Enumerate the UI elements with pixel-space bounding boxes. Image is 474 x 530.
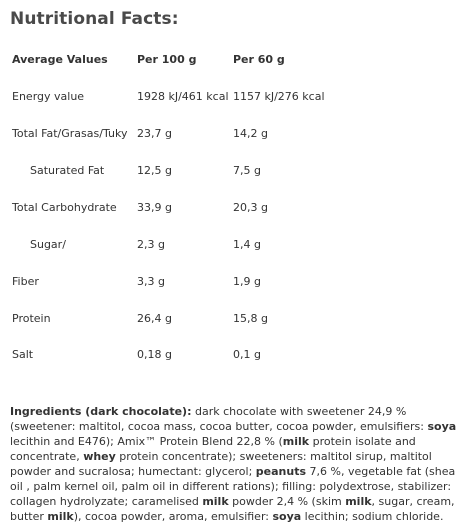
row-per-60g: 1,4 g [233,238,261,251]
ingredients-part: protein isolate and concentrate, [10,435,416,463]
table-row-total-carbohydrate [0,200,474,216]
row-per-100g: 33,9 g [137,201,172,214]
row-per-60g: 15,8 g [233,312,268,325]
row-per-60g: 0,1 g [233,348,261,361]
table-row-total-fat [0,126,474,142]
allergen-milk: milk [282,435,310,448]
row-label: Salt [12,348,34,361]
table-header [0,52,474,68]
row-label: Fiber [12,275,39,288]
row-per-100g: 3,3 g [137,275,165,288]
ingredients-part: powder 2,4 % (skim [228,495,346,508]
allergen-peanuts: peanuts [255,465,307,478]
row-label: Saturated Fat [30,164,105,177]
header-average-values: Average Values [12,53,108,66]
ingredients-part: 7,6 %, vegetable fat (shea oil , palm kernel oil, palm oil in different rations); filling: polydextrose, stabilizer: collagen hydrolyzate; caramelised [10,465,456,508]
allergen-whey: whey [83,450,116,463]
ingredients-part: protein concentrate); sweeteners: maltitol sirup, maltitol powder and sucralosa; humectant: glycerol; [10,450,432,478]
header-per-60g: Per 60 g [233,53,285,66]
table-row-energy [0,89,474,105]
row-label: Total Carbohydrate [12,201,117,214]
table-row-protein [0,311,474,327]
allergen-milk: milk [47,510,74,523]
row-label: Energy value [12,90,85,103]
table-row-sugar [0,237,474,253]
ingredients-part: lecithin and E476); Amix™ Protein Blend 22,8 % ( [10,435,283,448]
row-per-100g: 26,4 g [137,312,172,325]
ingredients-heading: Ingredients (dark chocolate): [10,405,192,418]
row-per-60g: 1,9 g [233,275,261,288]
row-per-100g: 1928 kJ/461 kcal [137,90,229,103]
table-row-saturated-fat [0,163,474,179]
row-label: Protein [12,312,51,325]
allergen-milk: milk [345,495,372,508]
row-per-100g: 23,7 g [137,127,172,140]
row-per-60g: 7,5 g [233,164,261,177]
ingredients-part: , sugar, cream, butter [10,495,455,523]
row-per-100g: 2,3 g [137,238,165,251]
table-row-fiber [0,274,474,290]
page-title: Nutritional Facts: [10,9,179,29]
header-per-100g: Per 100 g [137,53,197,66]
ingredients-part: lecithin; sodium chloride. [301,510,444,523]
allergen-soya: soya [272,510,302,523]
row-label: Sugar/ [30,238,66,251]
row-per-60g: 1157 kJ/276 kcal [233,90,325,103]
ingredients-text [10,404,468,524]
table-row-salt [0,347,474,363]
ingredients-part: dark chocolate with sweetener 24,9 % (sweetener: maltitol, cocoa mass, cocoa butter, cocoa powder, emulsifiers: [10,405,428,433]
row-per-100g: 0,18 g [137,348,172,361]
row-label: Total Fat/Grasas/Tuky [12,127,128,140]
allergen-soya: soya [427,420,457,433]
row-per-60g: 14,2 g [233,127,268,140]
allergen-milk: milk [202,495,229,508]
row-per-100g: 12,5 g [137,164,172,177]
row-per-60g: 20,3 g [233,201,268,214]
ingredients-part: ), cocoa powder, aroma, emulsifier: [73,510,273,523]
